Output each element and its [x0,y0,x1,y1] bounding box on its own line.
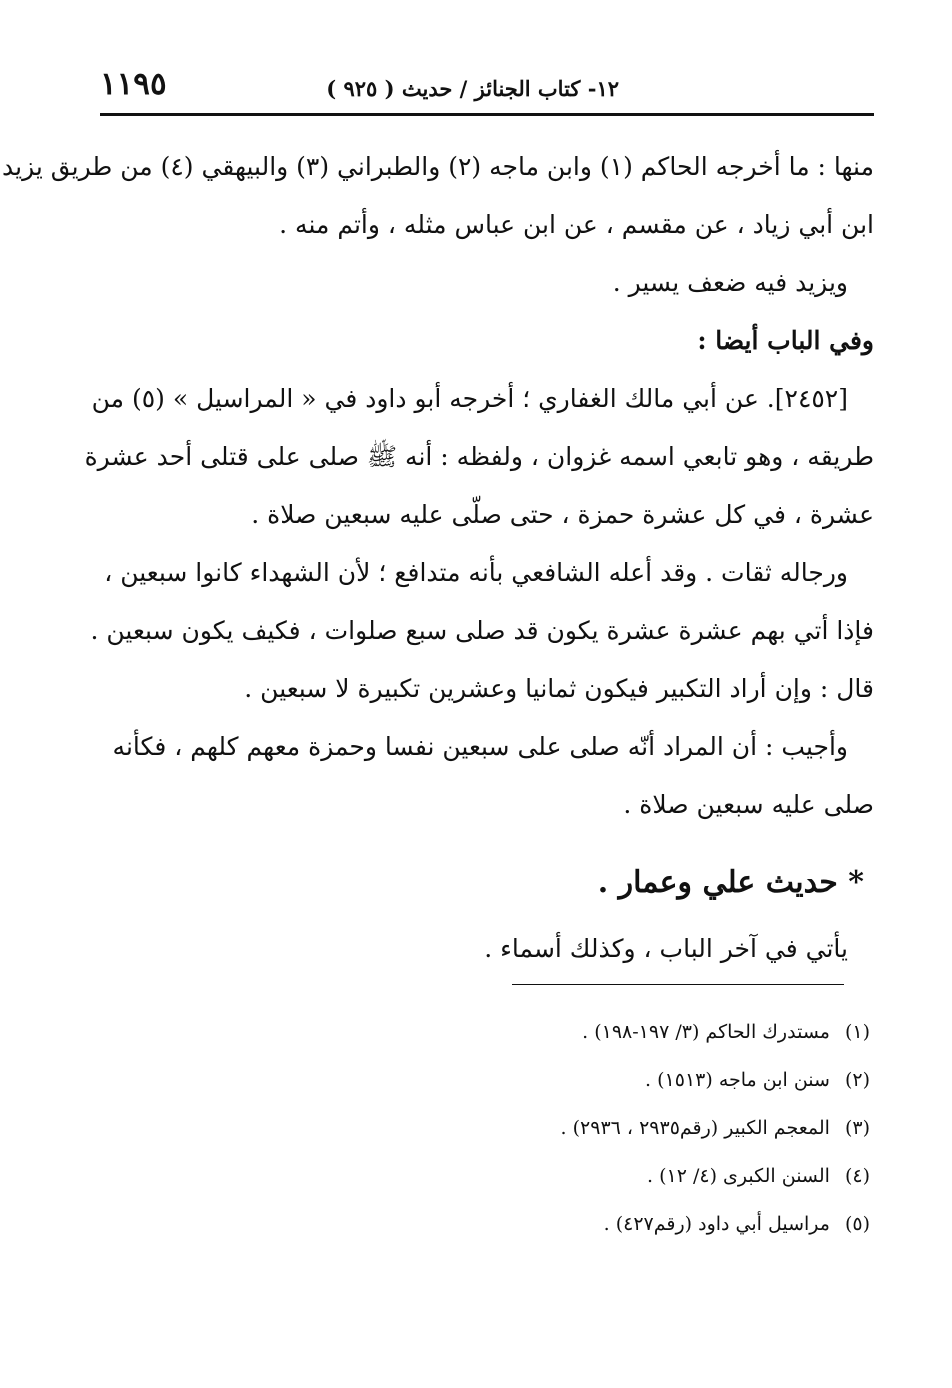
footnotes [561,1008,870,1248]
footnote-separator [512,984,844,985]
footnote [561,1056,870,1104]
footnote-text: السنن الكبرى (٤/ ١٢) . [647,1165,830,1187]
header-rule [100,113,874,116]
text-line: ورجاله ثقات . وقد أعله الشافعي بأنه متدافع ؛ لأن الشهداء كانوا سبعين ، [104,558,848,587]
text-line: ويزيد فيه ضعف يسير . [612,268,848,297]
text-line: وأجيب : أن المراد أنّه صلى على سبعين نفسا وحمزة معهم كلهم ، فكأنه [112,732,848,761]
footnote [561,1008,870,1056]
text-line: يأتي في آخر الباب ، وكذلك أسماء . [484,934,848,963]
footnote-number: (٢) [844,1069,870,1091]
page-number: ١١٩٥ [100,66,167,102]
running-title: ١٢- كتاب الجنائز / حديث ( ٩٢٥ ) [326,76,619,101]
footnote-text: مراسيل أبي داود (رقم٤٢٧) . [603,1213,830,1235]
footnote-number: (٤) [844,1165,870,1187]
main-text [1,138,874,978]
text-line: طريقه ، وهو تابعي اسمه غزوان ، ولفظه : أنه ﷺ صلى على قتلى أحد عشرة [84,442,874,471]
footnote-number: (١) [844,1021,870,1043]
hadith-entry-line: [٢٤٥٢]. عن أبي مالك الغفاري ؛ أخرجه أبو داود في « المراسيل » (٥) من [91,384,848,413]
subheading: وفي الباب أيضا : [697,326,874,355]
footnote-number: (٥) [844,1213,870,1235]
footnote-text: مستدرك الحاكم (٣/ ١٩٧-١٩٨) . [582,1021,830,1043]
footnote [561,1104,870,1152]
text-line: فإذا أتي بهم عشرة عشرة يكون قد صلى سبع صلوات ، فكيف يكون سبعين . [90,616,874,645]
text-line: قال : وإن أراد التكبير فيكون ثمانيا وعشرين تكبيرة لا سبعين . [244,674,874,703]
text-line: ابن أبي زياد ، عن مقسم ، عن ابن عباس مثله ، وأتم منه . [279,210,874,239]
footnote [561,1152,870,1200]
footnote-number: (٣) [844,1117,870,1139]
section-heading: * حديث علي وعمار . [597,865,864,900]
page-header [100,62,874,112]
footnote [561,1200,870,1248]
text-line: عشرة ، في كل عشرة حمزة ، حتى صلّى عليه سبعين صلاة . [251,500,874,529]
text-line: صلى عليه سبعين صلاة . [623,790,874,819]
footnote-text: سنن ابن ماجه (١٥١٣) . [645,1069,830,1091]
text-line: منها : ما أخرجه الحاكم (١) وابن ماجه (٢) والطبراني (٣) والبيهقي (٤) من طريق يزيد [1,152,874,181]
footnote-text: المعجم الكبير (رقم٢٩٣٥ ، ٢٩٣٦) . [560,1117,830,1139]
